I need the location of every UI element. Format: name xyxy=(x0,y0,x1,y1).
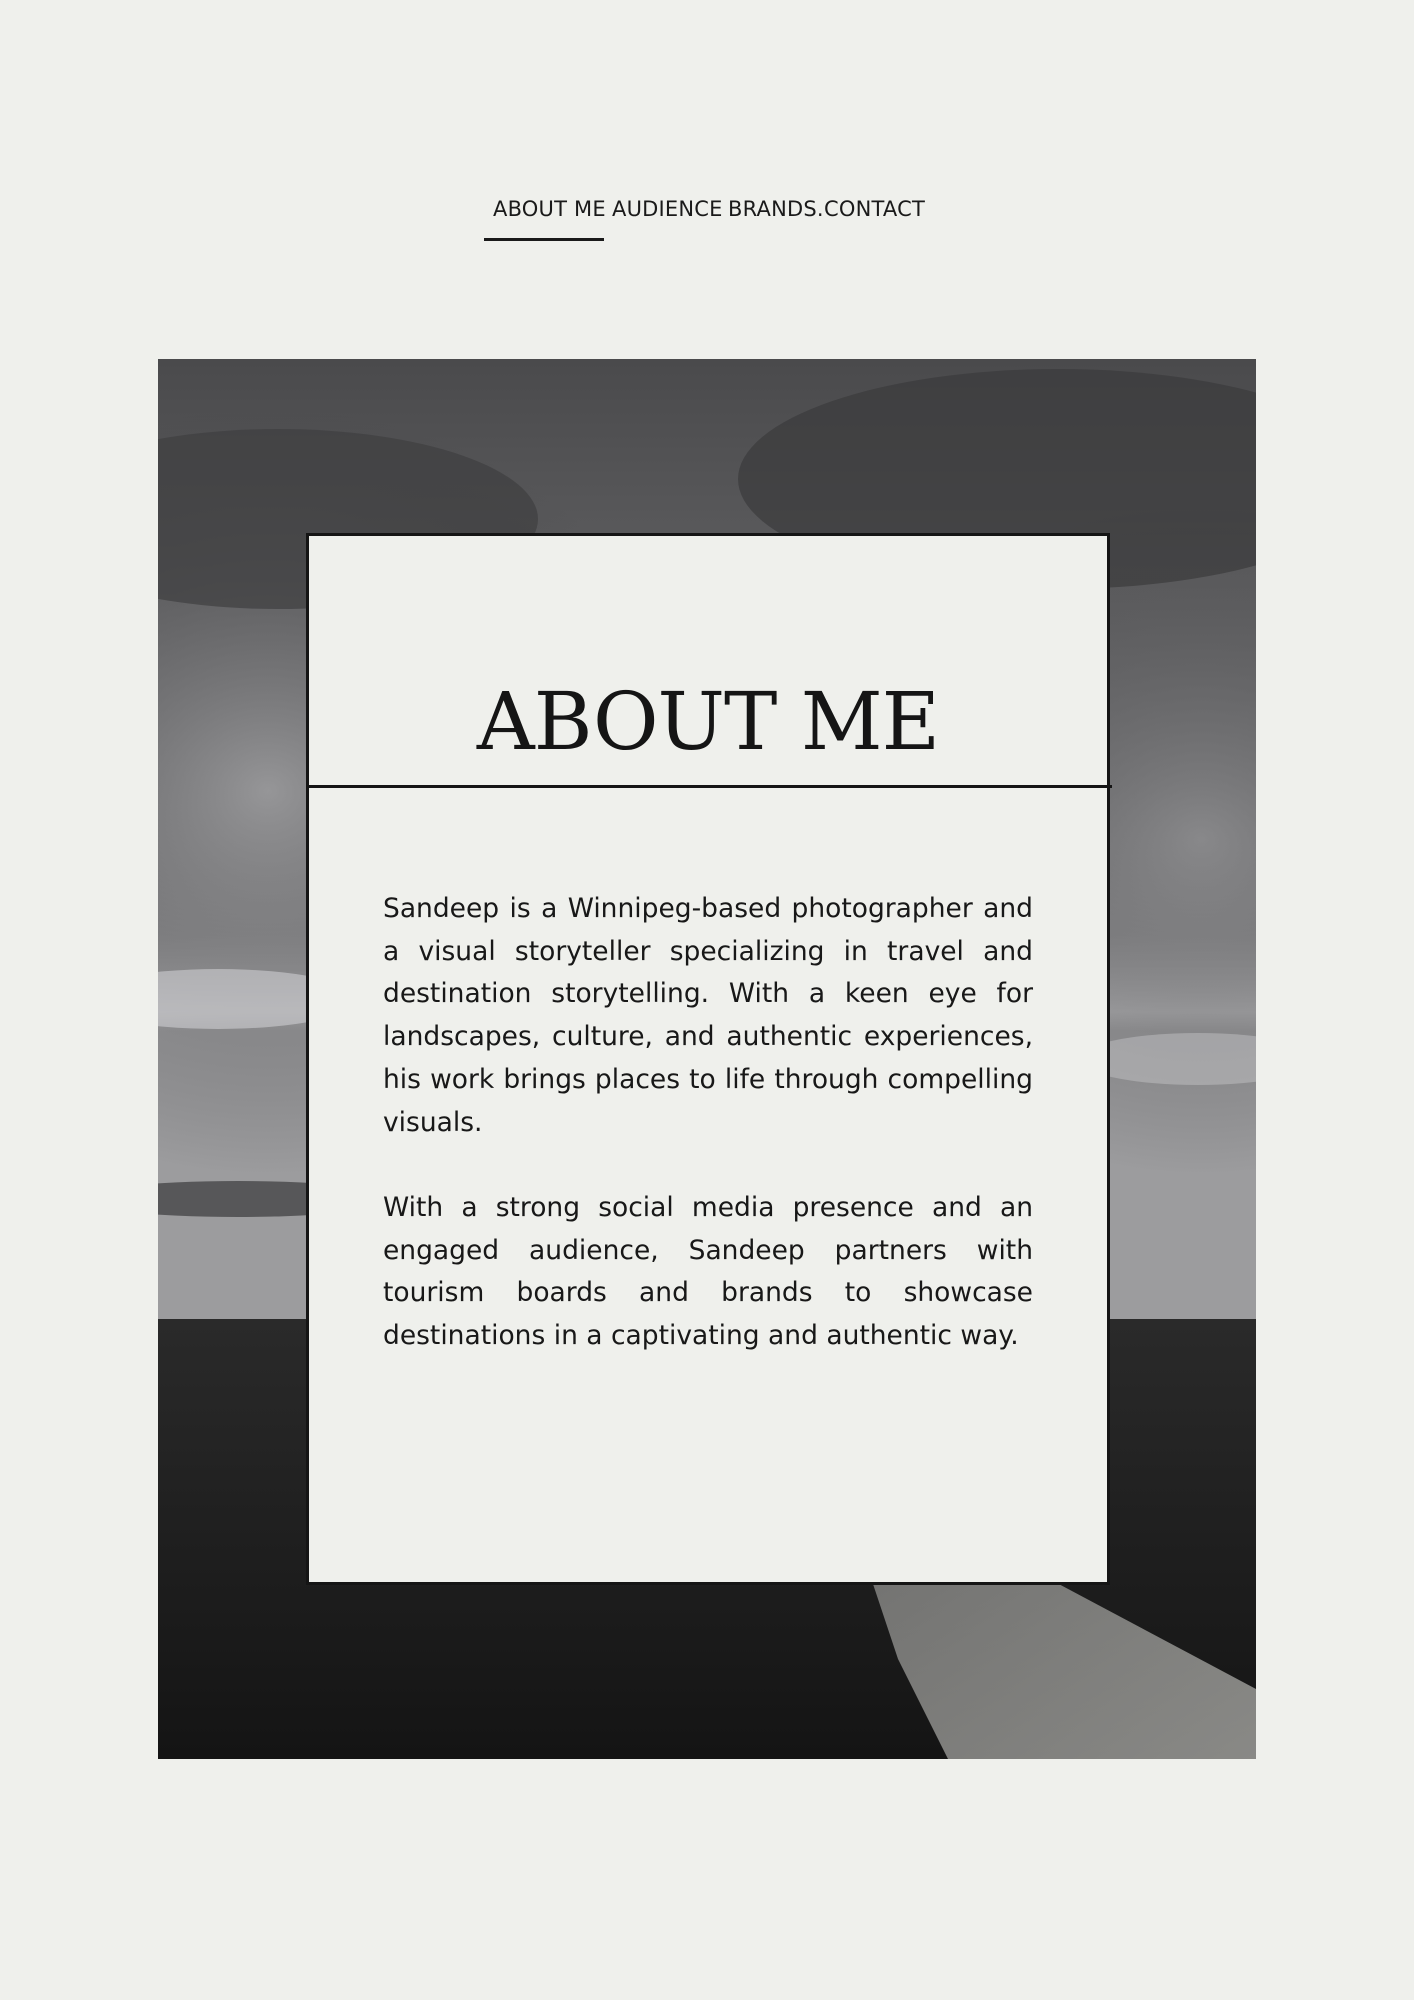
active-nav-indicator xyxy=(484,238,604,241)
nav-item-audience[interactable]: AUDIENCE xyxy=(612,197,723,221)
nav-item-contact[interactable]: CONTACT xyxy=(824,197,925,221)
title-divider xyxy=(306,785,1112,788)
about-me-card xyxy=(306,533,1110,1585)
nav-item-brands[interactable]: BRANDS. xyxy=(728,197,824,221)
top-navigation xyxy=(0,197,1414,237)
nav-item-about-me[interactable]: ABOUT ME xyxy=(493,197,606,221)
page-title: ABOUT ME xyxy=(476,674,940,768)
about-paragraph: Sandeep is a Winnipeg-based photographer and a visual storyteller specializing in travel and destination storytelling. With a keen eye for landscapes, culture, and authentic experiences, his work brings places to life through compelling visuals. xyxy=(383,893,1033,1138)
about-text xyxy=(383,888,1033,1400)
about-paragraph: With a strong social media presence and an engaged audience, Sandeep partners with tourism boards and brands to showcase destinations in a captivating and authentic way. xyxy=(383,1191,1033,1352)
